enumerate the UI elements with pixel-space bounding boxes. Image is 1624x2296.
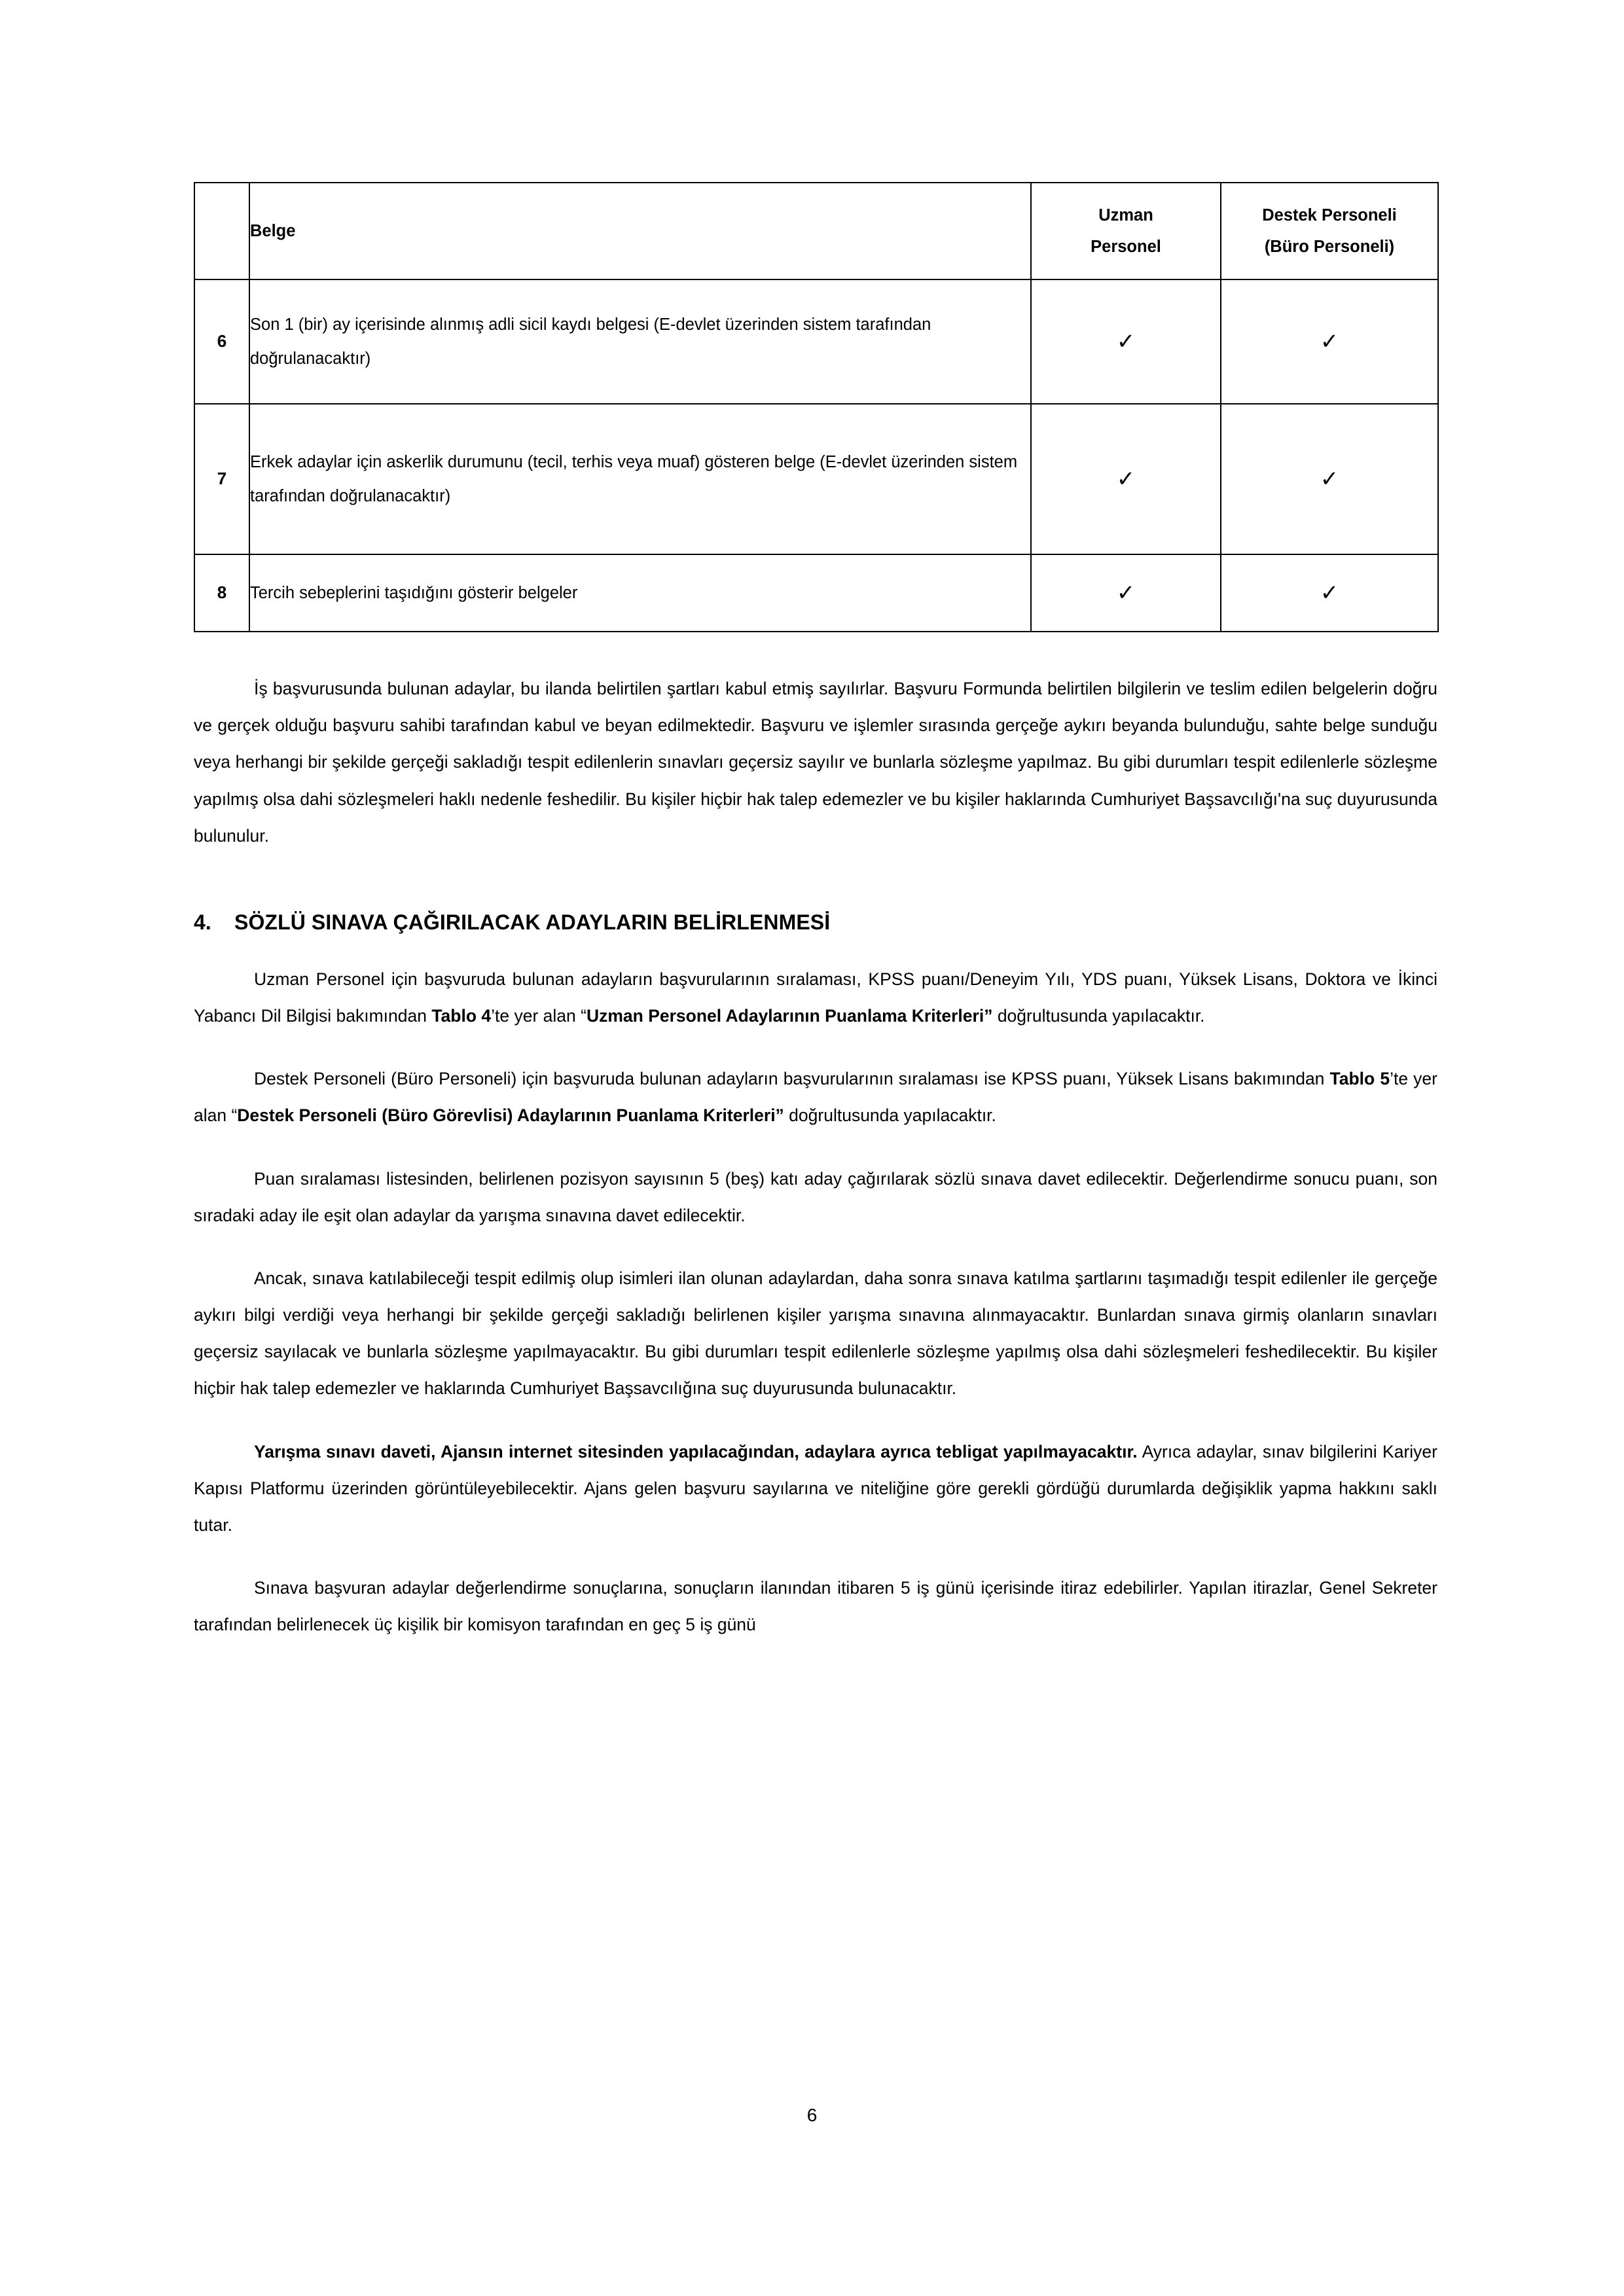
section-4-title: SÖZLÜ SINAVA ÇAĞIRILACAK ADAYLARIN BELİRLENMESİ — [234, 910, 831, 934]
uzman-bold-criteria-title: Uzman Personel Adaylarının Puanlama Kriterleri” — [586, 1006, 993, 1026]
paragraph-score-ranking: Puan sıralaması listesinden, belirlenen pozisyon sayısının 5 (beş) katı aday çağırılarak sözlü sınava davet edilecektir. Değerlendirme sonucu puanı, son sıradaki aday ile eşit olan adaylar da yarışma sınavına davet edilecektir. — [194, 1168, 1437, 1225]
column-header-destek-line1: Destek Personeli — [1262, 206, 1397, 224]
column-header-uzman-line1: Uzman — [1098, 206, 1153, 224]
uzman-text-part-3: doğrultusunda yapılacaktır. — [992, 1006, 1205, 1026]
table-header-row — [194, 183, 1438, 279]
destek-bold-tablo5: Tablo 5 — [1329, 1069, 1390, 1089]
table-row — [194, 404, 1438, 554]
row-document-text: Erkek adaylar için askerlik durumunu (tecil, terhis veya muaf) gösteren belge (E-devlet üzerinden sistem tarafından doğrulanacaktır) — [249, 404, 1031, 554]
row-document-text: Son 1 (bir) ay içerisinde alınmış adli sicil kaydı belgesi (E-devlet üzerinden sistem tarafından doğrulanacaktır) — [249, 279, 1031, 404]
required-documents-table — [194, 182, 1439, 632]
spacer — [194, 1234, 1437, 1260]
column-header-destek-personeli — [1221, 183, 1438, 279]
table-row — [194, 554, 1438, 632]
row-document-text: Tercih sebeplerini taşıdığını gösterir belgeler — [249, 554, 1031, 632]
davet-bold-notice: Yarışma sınavı daveti, Ajansın internet sitesinden yapılacağından, adaylara ayrıca tebligat yapılmayacaktır. — [254, 1441, 1138, 1462]
destek-text-part-2: ’te yer alan “ — [194, 1069, 1437, 1126]
section-4-number: 4. — [194, 910, 211, 934]
row-destek-check-icon: ✓ — [1221, 404, 1438, 554]
destek-text-part-3: doğrultusunda yapılacaktır. — [784, 1105, 996, 1126]
row-uzman-check-icon: ✓ — [1031, 404, 1221, 554]
paragraph-application-terms: İş başvurusunda bulunan adaylar, bu ilanda belirtilen şartları kabul etmiş sayılırlar. Başvuru Formunda belirtilen bilgilerin ve teslim edilen belgelerin doğru ve gerçek olduğu başvuru sahibi tarafından kabul ve beyan edilmektedir. Başvuru ve işlemler sırasında gerçeğe aykırı beyanda bulunduğu, sahte belge sunduğu veya herhangi bir şekilde gerçeği sakladığı tespit edilenlerin sınavları geçersiz sayılır ve bunlarla sözleşme yapılmaz. Bu gibi durumları tespit edilenlerle sözleşme yapılmış olsa dahi sözleşmeleri haklı nedenle feshedilir. Bu kişiler hiçbir hak talep edemezler ve bu kişiler haklarında Cumhuriyet Başsavcılığı'na suç duyurusunda bulunulur. — [194, 679, 1437, 846]
davet-text-part-1: Ayrıca adaylar, sınav bilgilerini Kariyer Kapısı Platformu üzerinden görüntüleyebilecektir. Ajans gelen başvuru sayılarına ve niteliğine göre gerekli gördüğü durumlarda değişiklik yapma hakkını saklı tutar. — [194, 1441, 1437, 1535]
uzman-bold-tablo4: Tablo 4 — [431, 1006, 492, 1026]
spacer — [194, 1134, 1437, 1160]
paragraph-objection-process: Sınava başvuran adaylar değerlendirme sonuçlarına, sonuçların ilanından itibaren 5 iş günü içerisinde itiraz edebilirler. Yapılan itirazlar, Genel Sekreter tarafından belirlenecek üç kişilik bir komisyon tarafından en geç 5 iş günü — [194, 1578, 1437, 1635]
column-header-destek-line2: (Büro Personeli) — [1264, 238, 1395, 256]
row-uzman-check-icon: ✓ — [1031, 279, 1221, 404]
uzman-text-part-1: Uzman Personel için başvuruda bulunan adayların başvurularının sıralaması, KPSS puanı/Deneyim Yılı, YDS puanı, Yüksek Lisans, Doktora ve İkinci Yabancı Dil Bilgisi bakımından — [194, 969, 1437, 1026]
row-destek-check-icon: ✓ — [1221, 554, 1438, 632]
row-number: 6 — [194, 279, 249, 404]
spacer — [194, 1407, 1437, 1433]
spacer — [194, 1034, 1437, 1060]
spacer — [194, 854, 1437, 910]
row-number: 7 — [194, 404, 249, 554]
column-header-no — [194, 183, 249, 279]
paragraph-exam-invitation — [194, 1433, 1437, 1544]
table-row — [194, 279, 1438, 404]
page-content — [194, 182, 1437, 1643]
spacer — [194, 935, 1437, 961]
paragraph-uzman-criteria — [194, 961, 1437, 1034]
section-4-heading — [194, 910, 1437, 935]
spacer — [194, 1543, 1437, 1570]
uzman-text-part-2: ’te yer alan “ — [491, 1006, 586, 1026]
page-number: 6 — [806, 2105, 818, 2125]
column-header-uzman-personel — [1031, 183, 1221, 279]
destek-text-part-1: Destek Personeli (Büro Personeli) için başvuruda bulunan adayların başvurularının sıralaması ise KPSS puanı, Yüksek Lisans bakımından — [254, 1069, 1330, 1089]
paragraph-disqualification: Ancak, sınava katılabileceği tespit edilmiş olup isimleri ilan olunan adaylardan, daha sonra sınava katılma şartlarını taşımadığı tespit edilenler ile gerçeğe aykırı bilgi verdiği veya herhangi bir şekilde gerçeği sakladığı belirlenen kişiler yarışma sınavına alınmayacaktır. Bunlardan sınava girmiş olanların sınavları geçersiz sayılacak ve bunlarla sözleşme yapılmayacaktır. Bu gibi durumları tespit edilenlerle sözleşme yapılmış olsa dahi sözleşmeleri feshedilecektir. Bu kişiler hiçbir hak talep edemezler ve haklarında Cumhuriyet Başsavcılığına suç duyurusunda bulunacaktır. — [194, 1268, 1437, 1399]
spacer — [194, 632, 1437, 670]
row-destek-check-icon: ✓ — [1221, 279, 1438, 404]
column-header-uzman-line2: Personel — [1091, 238, 1161, 256]
column-header-document: Belge — [249, 183, 1031, 279]
paragraph-destek-criteria — [194, 1060, 1437, 1134]
destek-bold-criteria-title: Destek Personeli (Büro Görevlisi) Adaylarının Puanlama Kriterleri” — [237, 1105, 784, 1126]
row-uzman-check-icon: ✓ — [1031, 554, 1221, 632]
row-number: 8 — [194, 554, 249, 632]
